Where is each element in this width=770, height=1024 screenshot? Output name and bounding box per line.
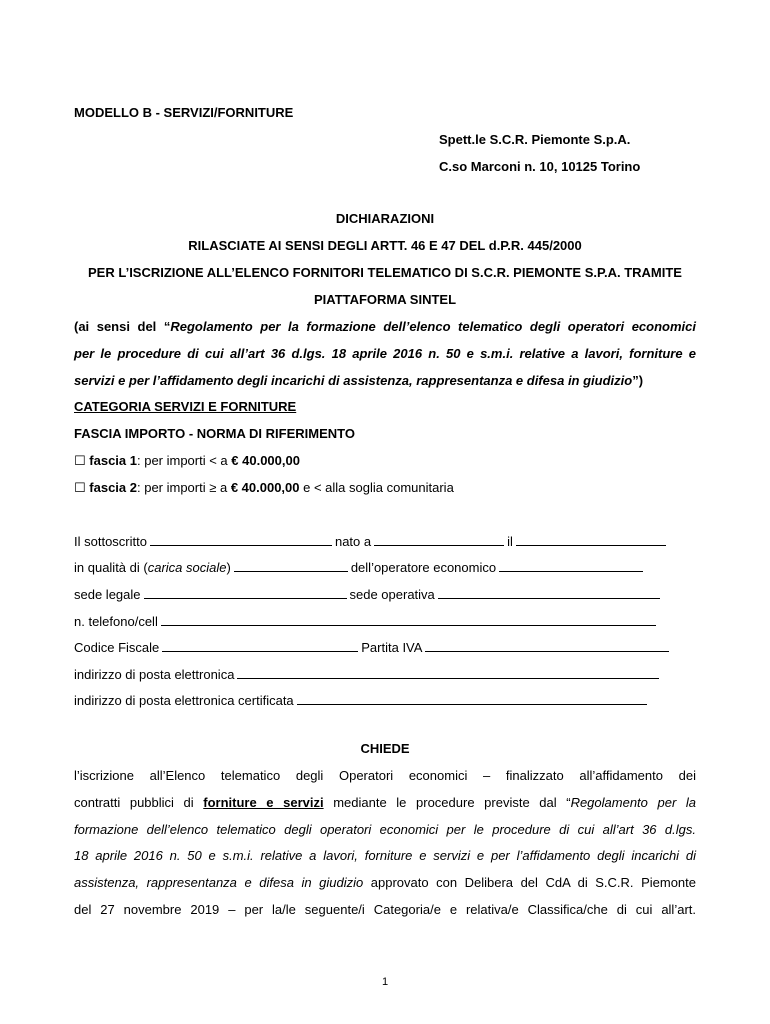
category-heading: CATEGORIA SERVIZI E FORNITURE	[74, 399, 297, 414]
birthdate-field[interactable]	[516, 534, 666, 546]
checkbox-icon[interactable]: ☐	[74, 481, 86, 496]
fascia-2-option[interactable]: ☐ fascia 2: per importi ≥ a € 40.000,00 e < alla soglia comunitaria	[74, 480, 454, 496]
phone-field[interactable]	[161, 614, 656, 626]
request-line-6: del 27 novembre 2019 – per la/le seguente/i Categoria/e e relativa/e Classifica/che di cui all’art.	[74, 902, 696, 917]
form-row-sede: sede legale sede operativa	[74, 587, 663, 602]
request-heading: CHIEDE	[360, 741, 410, 756]
form-row-codice: Codice Fiscale Partita IVA	[74, 640, 672, 655]
operator-field[interactable]	[499, 560, 643, 572]
form-row-sottoscritto: Il sottoscritto nato a il	[74, 534, 669, 549]
email-field[interactable]	[237, 667, 659, 679]
checkbox-icon[interactable]: ☐	[74, 454, 86, 469]
title-line-4: PIATTAFORMA SINTEL	[313, 292, 457, 307]
operating-office-field[interactable]	[438, 587, 660, 599]
request-line-5: assistenza, rappresentanza e difesa in giudizio approvato con Delibera del CdA di S.C.R. Piemonte	[74, 875, 696, 890]
title-line-3: PER L’ISCRIZIONE ALL’ELENCO FORNITORI TELEMATICO DI S.C.R. PIEMONTE S.P.A. TRAMITE	[88, 265, 682, 280]
regulation-line-2: per le procedure di cui all’art 36 d.lgs. 18 aprile 2016 n. 50 e s.m.i. relative a lavori, forniture e	[74, 346, 696, 361]
title-line-2: RILASCIATE AI SENSI DEGLI ARTT. 46 E 47 DEL d.P.R. 445/2000	[188, 238, 582, 253]
tax-code-field[interactable]	[162, 640, 358, 652]
form-row-qualita: in qualità di (carica sociale) dell’operatore economico	[74, 560, 646, 575]
page-number: 1	[381, 976, 389, 988]
birthplace-field[interactable]	[374, 534, 504, 546]
recipient-name: Spett.le S.C.R. Piemonte S.p.A.	[439, 132, 631, 147]
request-line-1: l’iscrizione all’Elenco telematico degli Operatori economici – finalizzato all’affidamento dei	[74, 768, 696, 783]
form-row-email: indirizzo di posta elettronica	[74, 667, 662, 682]
recipient-address: C.so Marconi n. 10, 10125 Torino	[439, 159, 641, 174]
regulation-line-1: (ai sensi del “Regolamento per la formazione dell’elenco telematico degli operatori economici	[74, 319, 696, 334]
registered-office-field[interactable]	[144, 587, 347, 599]
fascia-1-option[interactable]: ☐ fascia 1: per importi < a € 40.000,00	[74, 453, 300, 469]
request-line-4: 18 aprile 2016 n. 50 e s.m.i. relative a lavori, forniture e servizi e per l’affidamento degli incarichi di	[74, 848, 696, 863]
request-line-2: contratti pubblici di forniture e servizi mediante le procedure previste dal “Regolamento per la	[74, 795, 696, 810]
title-line-1: DICHIARAZIONI	[335, 211, 435, 226]
role-field[interactable]	[234, 560, 348, 572]
fascia-heading: FASCIA IMPORTO - NORMA DI RIFERIMENTO	[74, 426, 355, 441]
sottoscritto-field[interactable]	[150, 534, 332, 546]
vat-number-field[interactable]	[425, 640, 669, 652]
regulation-line-3: servizi e per l’affidamento degli incarichi di assistenza, rappresentanza e difesa in giudizio”)	[74, 373, 644, 388]
request-line-3: formazione dell’elenco telematico degli operatori economici per le procedure di cui all’art 36 d.lgs.	[74, 822, 696, 837]
form-row-pec: indirizzo di posta elettronica certificata	[74, 693, 650, 708]
model-label: MODELLO B - SERVIZI/FORNITURE	[74, 105, 294, 120]
form-row-telefono: n. telefono/cell	[74, 614, 659, 629]
pec-field[interactable]	[297, 693, 647, 705]
